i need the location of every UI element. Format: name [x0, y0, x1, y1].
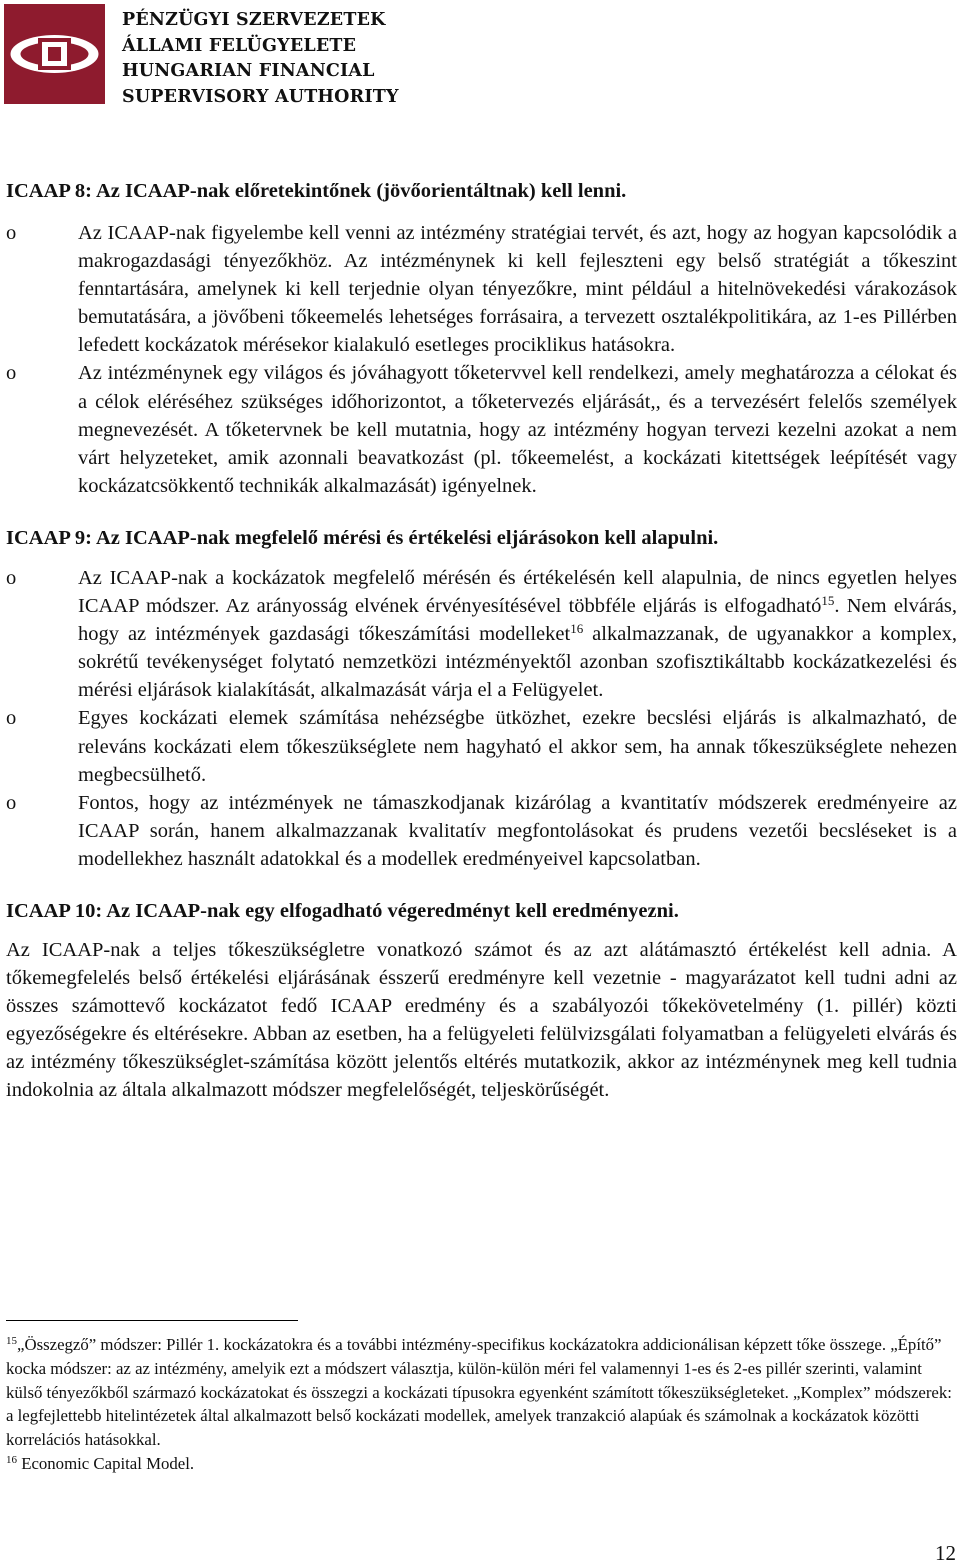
footnote-15-text: „Összegző” módszer: Pillér 1. kockázatokra és a további intézmény-specifikus kockázatokra addicionálisan képzett tőke összege. „Építő” kocka módszer: az az intézmény, amelyik ezt a módszert választja, külön-külön méri fel valamennyi 1-es és 2-es pillér szerinti, valamint külső tényezőkből származó kockázatokat és összegzi a kockázati típusokra egyenként számított tőkeszükségleteket. „Komplex” módszerek: a legfejlettebb hitelintézetek által alkalmazott belső kockázati modellek, amelyek tranzakció alapúak és számolnak a kockázatok közötti korrelációs hatásokkal. — [6, 1335, 952, 1450]
page-number: 12 — [935, 1541, 956, 1565]
icaap9-bullet-3: Fontos, hogy az intézmények ne támaszkodjanak kizárólag a kvantitatív módszerek eredményeire az ICAAP során, hanem alkalmazzanak kvalitatív megfontolásokat és prudens vezetői becsléseket is a modellekhez használt adatokkal és a modellek eredményeivel kapcsolatban. — [78, 791, 957, 870]
organization-name — [122, 8, 399, 110]
footnote-ref-15[interactable]: 15 — [821, 593, 835, 609]
authority-logo — [4, 4, 105, 104]
bullet-marker: o — [6, 791, 17, 814]
icaap8-bullet-2: Az intézménynek egy világos és jóváhagyott tőketervvel kell rendelkezi, amely meghatározza a célokat és a célok eléréséhez szükséges időhorizontot, a tőketervezés eljárását,, és a tervezésért felelős személyek megnevezését. A tőketervnek be kell mutatnia, hogy az intézmény hogyan tervezi kezelni azokat a nem várt helyzeteket, amik azonnali beavatkozást (pl. tőkeemelést, a kockázati kitettségek leépítését vagy kockázatcsökkentő technikák alkalmazását) igényelnek. — [78, 362, 957, 497]
org-line-2: ÁLLAMI FELÜGYELETE — [122, 35, 357, 56]
bullet-marker: o — [6, 566, 17, 589]
list-item — [6, 219, 957, 359]
icaap9-bullet-list — [6, 564, 957, 873]
icaap9-bullet-1-part1: Az ICAAP-nak a kockázatok megfelelő mérésén és értékelésén kell alapulnia, de nincs egyetlen helyes ICAAP módszer. Az arányosság elvének érvényesítésével többféle eljárás is elfogadható — [78, 566, 957, 618]
org-line-3: HUNGARIAN FINANCIAL — [122, 61, 375, 81]
org-line-1: PÉNZÜGYI SZERVEZETEK — [122, 10, 386, 30]
icaap8-bullet-list — [6, 219, 957, 500]
footnote-ref-16[interactable]: 16 — [570, 621, 584, 637]
icaap9-bullet-1-part3: alkalmazzanak, de ugyanakkor a komplex, sokrétű tevékenységet folytató nemzetközi intézményektől azonban szofisztikáltabb kockázatkezelési és mérési eljárások kialakítását, alkalmazását várja el a Felügyelet. — [78, 623, 957, 702]
list-item — [6, 704, 957, 788]
bullet-marker: o — [6, 222, 17, 244]
footnote-16-text: Economic Capital Model. — [21, 1453, 195, 1473]
footnotes — [6, 1333, 957, 1476]
list-item — [6, 564, 957, 704]
icaap9-heading: ICAAP 9: Az ICAAP-nak megfelelő mérési és értékelési eljárásokon kell alapulni. — [6, 526, 719, 549]
icaap8-bullet-1: Az ICAAP-nak figyelembe kell venni az intézmény stratégiai tervét, és azt, hogy az hogyan kapcsolódik a makrogazdasági tényezőkhöz. Az intézménynek ki kell fejleszteni egy belső stratégiát a tőkeszint fenntartására, amelynek ki kell terjednie olyan tényezőkre, mint például a hitelnövekedési várakozások bemutatására, a jövőbeni tőkeemelés lehetséges forrásaira, a tervezett osztalékpolitikára, az 1-es Pillérben lefedett kockázatok mérésekor kialakuló esetleges prociklikus hatásokra. — [78, 222, 957, 357]
icaap10-paragraph: Az ICAAP-nak a teljes tőkeszükségletre vonatkozó számot és az azt alátámasztó értékelést kell adnia. A tőkemegfelelés belső értékelési eljárásának ésszerű eredményre kell vezetnie - magyarázatot kell tudni adni az összes számottevő kockázatot fedő ICAAP eredmény és a szabályozói tőkekövetelmény (1. pillér) közti egyezőségekre és eltérésekre. Abban az esetben, ha a felügyeleti felülvizsgálati folyamatban a felügyeleti elvárás és az intézmény tőkeszükséglet-számítása között jelentős eltérés mutatkozik, akkor az intézménynek meg kell tudnia indokolnia az általa alkalmazott módszer megfelelőségét, teljeskörűségét. — [6, 938, 957, 1102]
footnote-15 — [6, 1333, 957, 1452]
footnote-number-16: 16 — [6, 1453, 17, 1466]
document-body — [6, 177, 957, 1105]
bullet-marker: o — [6, 707, 17, 730]
list-item — [6, 359, 957, 499]
org-line-4: SUPERVISORY AUTHORITY — [122, 86, 399, 107]
authority-logo-icon — [4, 4, 105, 104]
footnote-separator — [6, 1320, 298, 1321]
icaap9-bullet-2: Egyes kockázati elemek számítása nehézségbe ütközhet, ezekre becslési eljárás is alkalmazható, de releváns kockázati elem tőkeszükséglete nem hagyható el akkor sem, ha annak tőkeszükséglete nehezen megbecsülhető. — [78, 707, 957, 786]
list-item — [6, 789, 957, 873]
footnote-number-15: 15 — [6, 1335, 17, 1347]
bullet-marker: o — [6, 362, 17, 385]
icaap10-heading: ICAAP 10: Az ICAAP-nak egy elfogadható végeredményt kell eredményezni. — [6, 899, 679, 922]
footnote-16 — [6, 1452, 957, 1476]
icaap8-heading: ICAAP 8: Az ICAAP-nak előretekintőnek (jövőorientáltnak) kell lenni. — [6, 180, 627, 202]
icaap9-bullet-1-part2: . Nem elvárás, hogy az intézmények gazdasági tőkeszámítási modelleket — [78, 595, 957, 646]
